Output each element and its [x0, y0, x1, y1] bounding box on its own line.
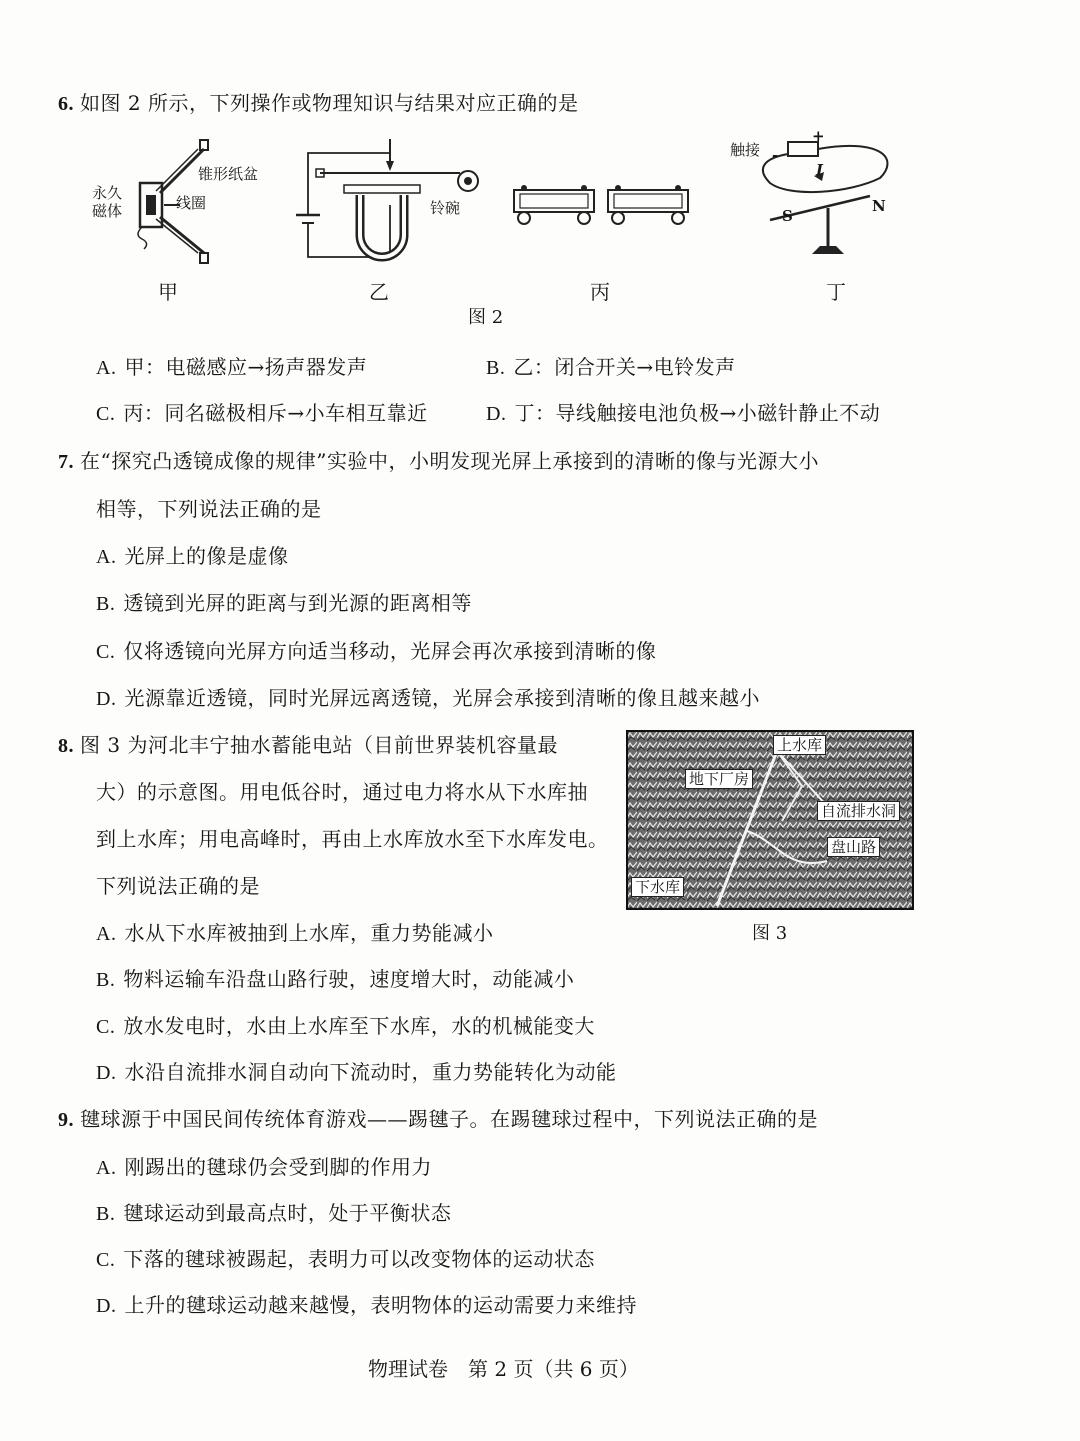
- q6-option-d: D. 丁：导线触接电池负极→小磁针静止不动: [486, 401, 881, 425]
- fig2-caption: 图 2: [468, 307, 504, 328]
- q8-stem-line4: 下列说法正确的是: [96, 874, 260, 898]
- q8-number: 8.: [58, 735, 74, 757]
- q7-option-c: C. 仅将透镜向光屏方向适当移动，光屏会再次承接到清晰的像: [96, 639, 657, 663]
- q6-option-b: B. 乙：闭合开关→电铃发声: [486, 355, 736, 379]
- fig2-jia-cone-label: 锥形纸盆: [198, 165, 259, 183]
- q9-option-b: B. 毽球运动到最高点时，处于平衡状态: [96, 1201, 452, 1225]
- fig2-label-jia: 甲: [158, 280, 178, 304]
- fig3-tag-upper-reservoir: 上水库: [773, 735, 826, 755]
- q6-option-c: C. 丙：同名磁极相斥→小车相互靠近: [96, 401, 428, 425]
- fig3-tag-underground-plant: 地下厂房: [685, 769, 753, 789]
- fig2-label-yi: 乙: [369, 280, 389, 304]
- q9-option-a: A. 刚踢出的毽球仍会受到脚的作用力: [96, 1155, 432, 1179]
- q6-stem-text: 如图 2 所示，下列操作或物理知识与结果对应正确的是: [80, 91, 579, 115]
- q9-number: 9.: [58, 1109, 74, 1131]
- fig2-jia-coil-label: 线圈: [176, 194, 207, 212]
- fig2-jia-magnet-label2: 磁体: [92, 202, 123, 220]
- fig2-label-ding: 丁: [826, 280, 846, 304]
- q9-option-c: C. 下落的毽球被踢起，表明力可以改变物体的运动状态: [96, 1247, 595, 1271]
- q8-option-b: B. 物料运输车沿盘山路行驶，速度增大时，动能减小: [96, 967, 575, 991]
- fig3-tag-lower-reservoir: 下水库: [631, 877, 684, 897]
- q7-number: 7.: [58, 451, 74, 473]
- q8-stem-line3: 到上水库；用电高峰时，再由上水库放水至下水库发电。: [96, 827, 609, 851]
- page-footer: 物理试卷 第 2 页（共 6 页）: [368, 1357, 639, 1381]
- fig3-tag-drainage-tunnel: 自流排水洞: [817, 801, 900, 821]
- fig2-ding-touch-label: 触接: [730, 141, 761, 159]
- q8-option-d: D. 水沿自流排水洞自动向下流动时，重力势能转化为动能: [96, 1060, 617, 1084]
- q7-option-a: A. 光屏上的像是虚像: [96, 544, 289, 568]
- fig2-yi-bell-label: 铃碗: [430, 199, 461, 217]
- q8-stem-line1: 8. 图 3 为河北丰宁抽水蓄能电站（目前世界装机容量最: [58, 733, 558, 757]
- q6-stem: [58, 90, 578, 117]
- fig2-jia-magnet-label1: 永久: [92, 184, 123, 202]
- q7-stem-line1: 7. 在“探究凸透镜成像的规律”实验中，小明发现光屏上承接到的清晰的像与光源大小: [58, 449, 819, 473]
- q8-option-a: A. 水从下水库被抽到上水库，重力势能减小: [96, 921, 494, 945]
- q8-stem-line2: 大）的示意图。用电低谷时，通过电力将水从下水库抽: [96, 780, 588, 804]
- q7-option-d: D. 光源靠近透镜，同时光屏远离透镜，光屏会承接到清晰的像且越来越小: [96, 686, 760, 710]
- q8-option-c: C. 放水发电时，水由上水库至下水库，水的机械能变大: [96, 1014, 595, 1038]
- q7-stem-line2: 相等，下列说法正确的是: [96, 497, 322, 521]
- fig2-bing-magnet-carts: [508, 180, 698, 230]
- q6-option-a: A. 甲：电磁感应→扬声器发声: [96, 355, 368, 379]
- fig3-tag-mountain-road: 盘山路: [827, 837, 880, 857]
- fig2-ding-south-label: S: [782, 207, 793, 225]
- fig2-ding-plus: +: [812, 127, 825, 145]
- q9-option-d: D. 上升的毽球运动越来越慢，表明物体的运动需要力来维持: [96, 1293, 637, 1317]
- fig2-label-bing: 丙: [590, 280, 610, 304]
- fig2-ding-current-label: I: [816, 161, 824, 179]
- fig2-ding-minus: -: [772, 146, 779, 164]
- q6-number: 6.: [58, 93, 74, 115]
- fig3-caption: 图 3: [752, 923, 788, 944]
- fig3-pumped-storage-map: [627, 731, 913, 909]
- fig2-ding-north-label: N: [872, 197, 886, 215]
- q7-option-b: B. 透镜到光屏的距离与到光源的距离相等: [96, 591, 472, 615]
- q9-stem: 9. 毽球源于中国民间传统体育游戏——踢毽子。在踢毽球过程中，下列说法正确的是: [58, 1107, 818, 1131]
